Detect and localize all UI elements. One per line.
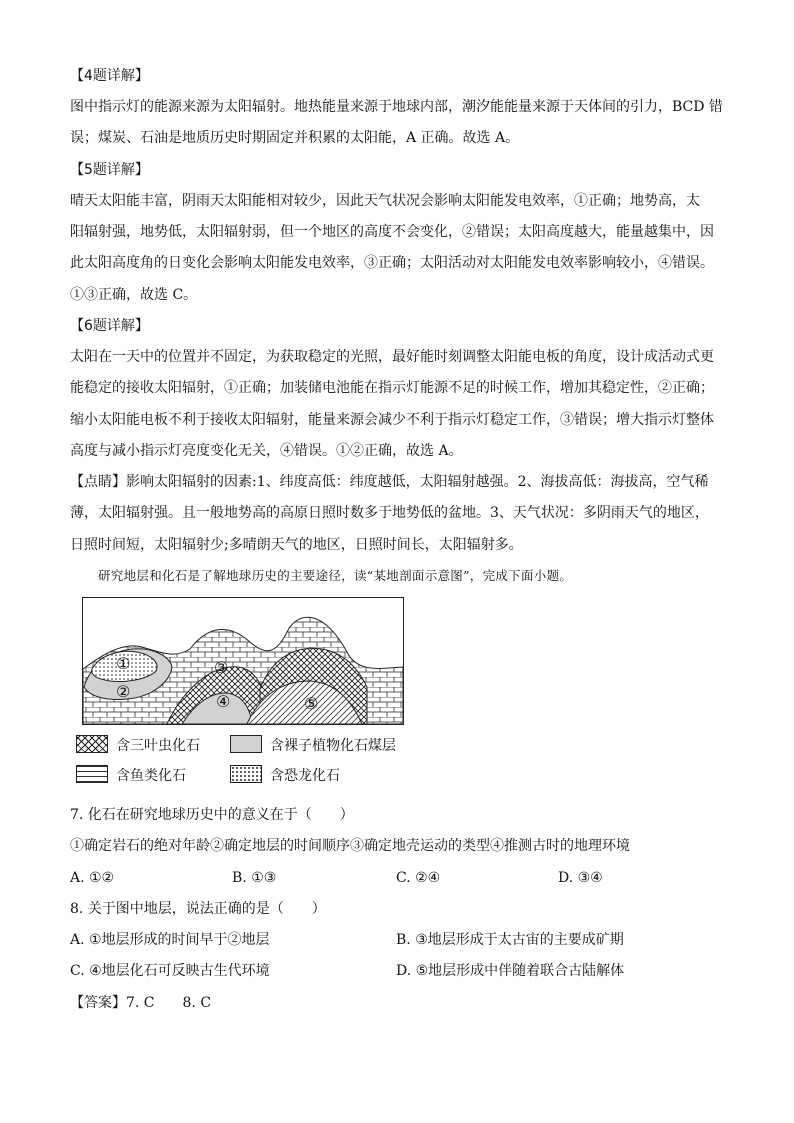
legend-label: 含三叶虫化石: [116, 738, 200, 754]
q7-option-d: D. ③④: [558, 870, 603, 886]
answer-value: 7. C 8. C: [126, 995, 212, 1011]
legend-dinosaur: [230, 765, 340, 786]
q5-line: 晴天太阳能丰富，阴雨天太阳能相对较少，因此天气状况会影响太阳能发电效率，①正确；地势高，太: [70, 193, 700, 209]
q8-option-b: B. ③地层形成于太古宙的主要成矿期: [396, 932, 624, 948]
q5-header: 【5题详解】: [70, 162, 149, 178]
label-5: ⑤: [304, 694, 319, 713]
q7-statement: ①确定岩石的绝对年龄②确定地层的时间顺序③确定地壳运动的类型④推测古时的地理环境: [70, 838, 630, 854]
legend-label: 含鱼类化石: [116, 768, 186, 784]
q8-option-d: D. ⑤地层形成中伴随着联合古陆解体: [396, 963, 625, 979]
label-4: ④: [216, 692, 231, 711]
dianjing-line: 薄，太阳辐射强。且一般地势高的高原日照时数多于地势低的盆地。3、天气状况：多阴雨天气的地区，: [70, 505, 709, 521]
label-3: ③: [214, 658, 229, 677]
dots-swatch-icon: [230, 765, 262, 783]
section-intro: 研究地层和化石是了解地球历史的主要途径，读“某地剖面示意图”，完成下面小题。: [98, 568, 573, 583]
q4-line: 图中指示灯的能源来源为太阳辐射。地热能量来源于地球内部，潮汐能能量来源于天体间的引力，BCD 错: [70, 99, 723, 115]
q6-line: 能稳定的接收太阳辐射，①正确；加装储电池能在指示灯能源不足的时候工作，增加其稳定性，②正确；: [70, 380, 714, 396]
q8-option-c: C. ④地层化石可反映古生代环境: [70, 963, 270, 979]
label-2: ②: [116, 682, 131, 701]
q7-option-a: A. ①②: [70, 870, 115, 886]
q4-header: 【4题详解】: [70, 68, 149, 84]
answer-label: 【答案】: [70, 995, 126, 1011]
legend-fish: [76, 765, 186, 786]
q6-line: 高度与减小指示灯亮度变化无关，④错误。①②正确，故选 A。: [70, 443, 463, 459]
q7-stem: 7. 化石在研究地球历史中的意义在于（ ）: [70, 807, 354, 823]
gray-swatch-icon: [230, 735, 262, 753]
q6-line: 太阳在一天中的位置并不固定，为获取稳定的光照，最好能时刻调整太阳能电板的角度，设计成活动式更: [70, 349, 714, 365]
legend-trilobite: [76, 735, 200, 756]
answer-line: [70, 993, 730, 1013]
legend-gymnosperm: [230, 735, 396, 756]
q4-line: 误；煤炭、石油是地质历史时期固定并积累的太阳能，A 正确。故选 A。: [70, 130, 520, 146]
q5-line: 此太阳高度角的日变化会影响太阳能发电效率，③正确；太阳活动对太阳能发电效率影响较小，④错误。: [70, 255, 714, 271]
label-1: ①: [116, 654, 131, 673]
legend-label: 含恐龙化石: [270, 768, 340, 784]
q8-stem: 8. 关于图中地层，说法正确的是（ ）: [70, 901, 326, 917]
q6-line: 缩小太阳能电板不利于接收太阳辐射，能量来源会减少不利于指示灯稳定工作，③错误；增大指示灯整体: [70, 412, 714, 428]
stratigraphic-profile-diagram: [82, 597, 404, 725]
q7-option-b: B. ①③: [232, 870, 277, 886]
dianjing-line: 【点睛】影响太阳辐射的因素:1、纬度高低：纬度越低，太阳辐射越强。2、海拔高低：海拔高，空气稀: [70, 474, 709, 490]
dianjing-line: 日照时间短，太阳辐射少;多晴朗天气的地区，日照时间长，太阳辐射多。: [70, 537, 523, 553]
crosshatch-swatch-icon: [76, 735, 108, 753]
q6-header: 【6题详解】: [70, 318, 149, 334]
q7-option-c: C. ②④: [396, 870, 441, 886]
brick-swatch-icon: [76, 765, 108, 783]
legend-label: 含裸子植物化石煤层: [270, 738, 396, 754]
q8-option-a: A. ①地层形成的时间早于②地层: [70, 932, 270, 948]
q5-line: 阳辐射强，地势低，太阳辐射弱，但一个地区的高度不会变化，②错误；太阳高度越大，能量越集中，因: [70, 224, 714, 240]
q5-line: ①③正确，故选 C。: [70, 287, 198, 303]
